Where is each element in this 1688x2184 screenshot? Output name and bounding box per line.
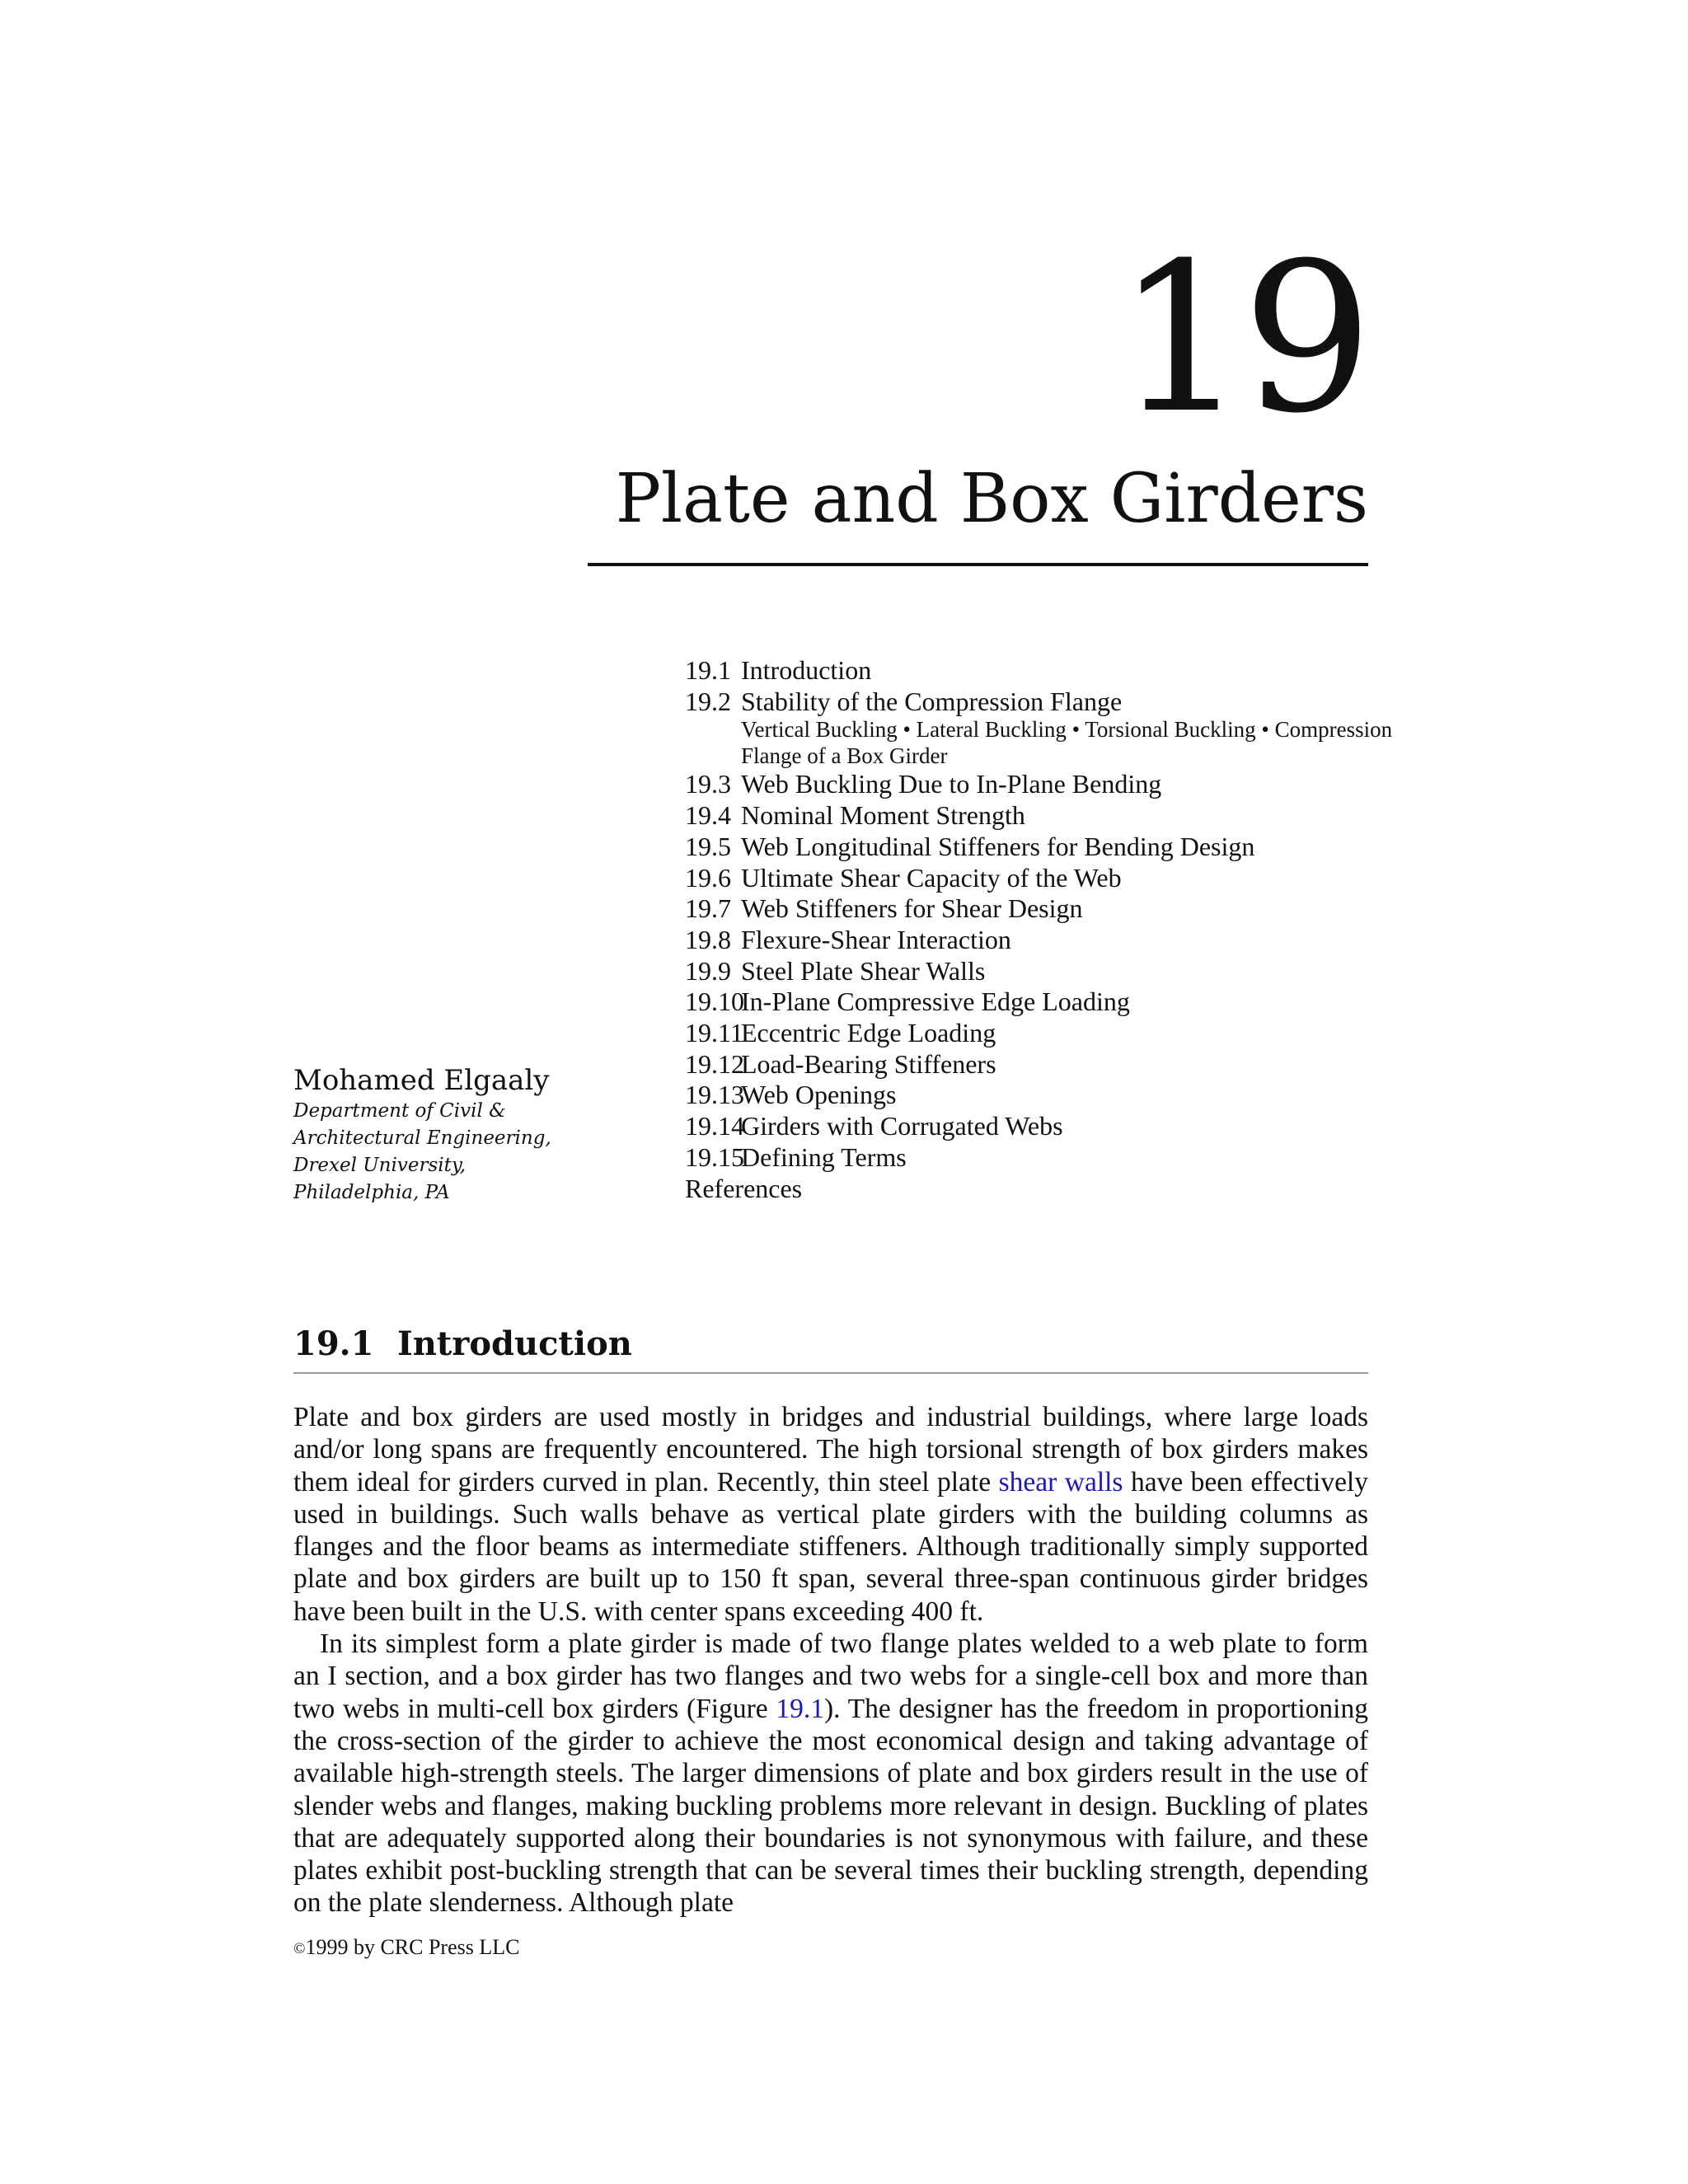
toc-item-references[interactable] [685, 1174, 1394, 1205]
toc-item[interactable] [685, 832, 1394, 863]
author-affiliation-line: Department of Civil & [293, 1100, 506, 1122]
author-affiliation-line: Architectural Engineering, [293, 1127, 551, 1149]
toc-item[interactable] [685, 1142, 1394, 1174]
toc-item-number: 19.14 [685, 1111, 744, 1141]
toc-item-title: Ultimate Shear Capacity of the Web [741, 862, 1122, 893]
toc-item[interactable] [685, 893, 1394, 925]
toc-item-title: Introduction [741, 655, 872, 685]
toc-item-number: 19.7 [685, 893, 731, 924]
toc-item-title: Web Openings [741, 1080, 897, 1110]
toc-item-title: Web Buckling Due to In-Plane Bending [741, 769, 1162, 799]
toc-item-title: Steel Plate Shear Walls [741, 955, 986, 986]
toc-item[interactable] [685, 925, 1394, 956]
chapter-title: Plate and Box Girders [615, 460, 1368, 538]
toc-item-title: Stability of the Compression Flange [741, 686, 1123, 716]
toc-item[interactable] [685, 800, 1394, 832]
toc-item-title: Defining Terms [741, 1141, 907, 1172]
toc-item-number: 19.3 [685, 769, 731, 799]
toc-item-title: Web Stiffeners for Shear Design [741, 893, 1083, 924]
shear-walls-link[interactable]: shear walls [998, 1466, 1123, 1497]
toc-item-number: 19.4 [685, 800, 731, 831]
toc-item-title: Eccentric Edge Loading [741, 1018, 996, 1048]
toc-item-number: 19.6 [685, 862, 731, 893]
toc-item-number: 19.9 [685, 955, 731, 986]
toc-item-number: 19.13 [685, 1080, 744, 1110]
toc-item-title: Load-Bearing Stiffeners [741, 1048, 996, 1079]
toc-item[interactable] [685, 1111, 1394, 1142]
title-rule [588, 563, 1368, 566]
toc-item-number: 19.10 [685, 987, 744, 1017]
toc-item-title: Nominal Moment Strength [741, 800, 1025, 831]
toc-item[interactable] [685, 956, 1394, 987]
toc-item[interactable] [685, 687, 1394, 718]
toc-item[interactable] [685, 1018, 1394, 1049]
toc-subtopics: Vertical Buckling • Lateral Buckling • Torsional Buckling • Compression Flange of a Box Girder [741, 717, 1393, 768]
toc-item-title: In-Plane Compressive Edge Loading [741, 987, 1130, 1017]
chapter-number: 19 [1115, 218, 1368, 458]
toc-item-title: Web Longitudinal Stiffeners for Bending Design [741, 831, 1255, 861]
section-number: 19.1 [293, 1324, 374, 1363]
toc-item-title: Girders with Corrugated Webs [741, 1111, 1063, 1141]
author-affiliation-line: Philadelphia, PA [293, 1182, 450, 1203]
paragraph [293, 1628, 1368, 1919]
author-block [293, 1063, 640, 1207]
paragraph-text: have been effectively used in buildings. Such walls behave as vertical plate girders with the building columns as flanges and the floor beams as intermediate stiffeners. Although traditionally simply supported plate and box girders are built up to 150 ft span, several three-span continuous girder bridges have been built in the U.S. with center spans exceeding 400 ft. [293, 1466, 1368, 1627]
toc-item-title: References [685, 1173, 803, 1203]
copyright-text: 1999 by CRC Press LLC [305, 1935, 520, 1959]
toc-item[interactable] [685, 1080, 1394, 1111]
section-heading [293, 1324, 632, 1365]
paragraph [293, 1401, 1368, 1628]
paragraph-text: In its simplest form a plate girder is made of two flange plates welded to a web plate to form an I section, and a box girder has two flanges and two webs for a single-cell box and more than two webs in multi-cell box girders (Figure [293, 1629, 1368, 1724]
toc-item[interactable] [685, 987, 1394, 1018]
toc-item-number: 19.12 [685, 1048, 744, 1079]
paragraph-text: Plate and box girders are used mostly in bridges and industrial buildings, where large loads and/or long spans are frequently encountered. The high torsional strength of box girders makes them ideal for girders curved in plan. Recently, thin steel plate [293, 1402, 1368, 1497]
copyright-footer [293, 1934, 519, 1962]
toc-item[interactable] [685, 655, 1394, 687]
toc-item-number: 19.2 [685, 686, 731, 716]
toc-item[interactable] [685, 769, 1394, 800]
toc-item-number: 19.15 [685, 1141, 744, 1172]
section-title: Introduction [397, 1324, 632, 1363]
toc-item-number: 19.1 [685, 655, 731, 685]
section-rule [293, 1372, 1368, 1374]
toc-item-number: 19.11 [685, 1018, 743, 1048]
figure-reference-link[interactable]: 19.1 [776, 1693, 824, 1724]
body-text [293, 1401, 1368, 1919]
toc-item-number: 19.5 [685, 831, 731, 861]
table-of-contents [685, 655, 1394, 1204]
copyright-symbol: © [293, 1940, 306, 1957]
author-name: Mohamed Elgaaly [293, 1064, 550, 1097]
toc-item[interactable] [685, 1049, 1394, 1080]
paragraph-text: ). The designer has the freedom in proportioning the cross-section of the girder to achieve the most economical design and taking advantage of available high-strength steels. The larger dimensions of plate and box girders result in the use of slender webs and flanges, making buckling problems more relevant in design. Buckling of plates that are adequately supported along their boundaries is not synonymous with failure, and these plates exhibit post-buckling strength that can be several times their buckling strength, depending on the plate slenderness. Although plate [293, 1693, 1368, 1919]
toc-item-number: 19.8 [685, 924, 731, 954]
toc-item[interactable] [685, 863, 1394, 894]
author-affiliation-line: Drexel University, [293, 1155, 467, 1176]
toc-item-title: Flexure-Shear Interaction [741, 924, 1011, 954]
